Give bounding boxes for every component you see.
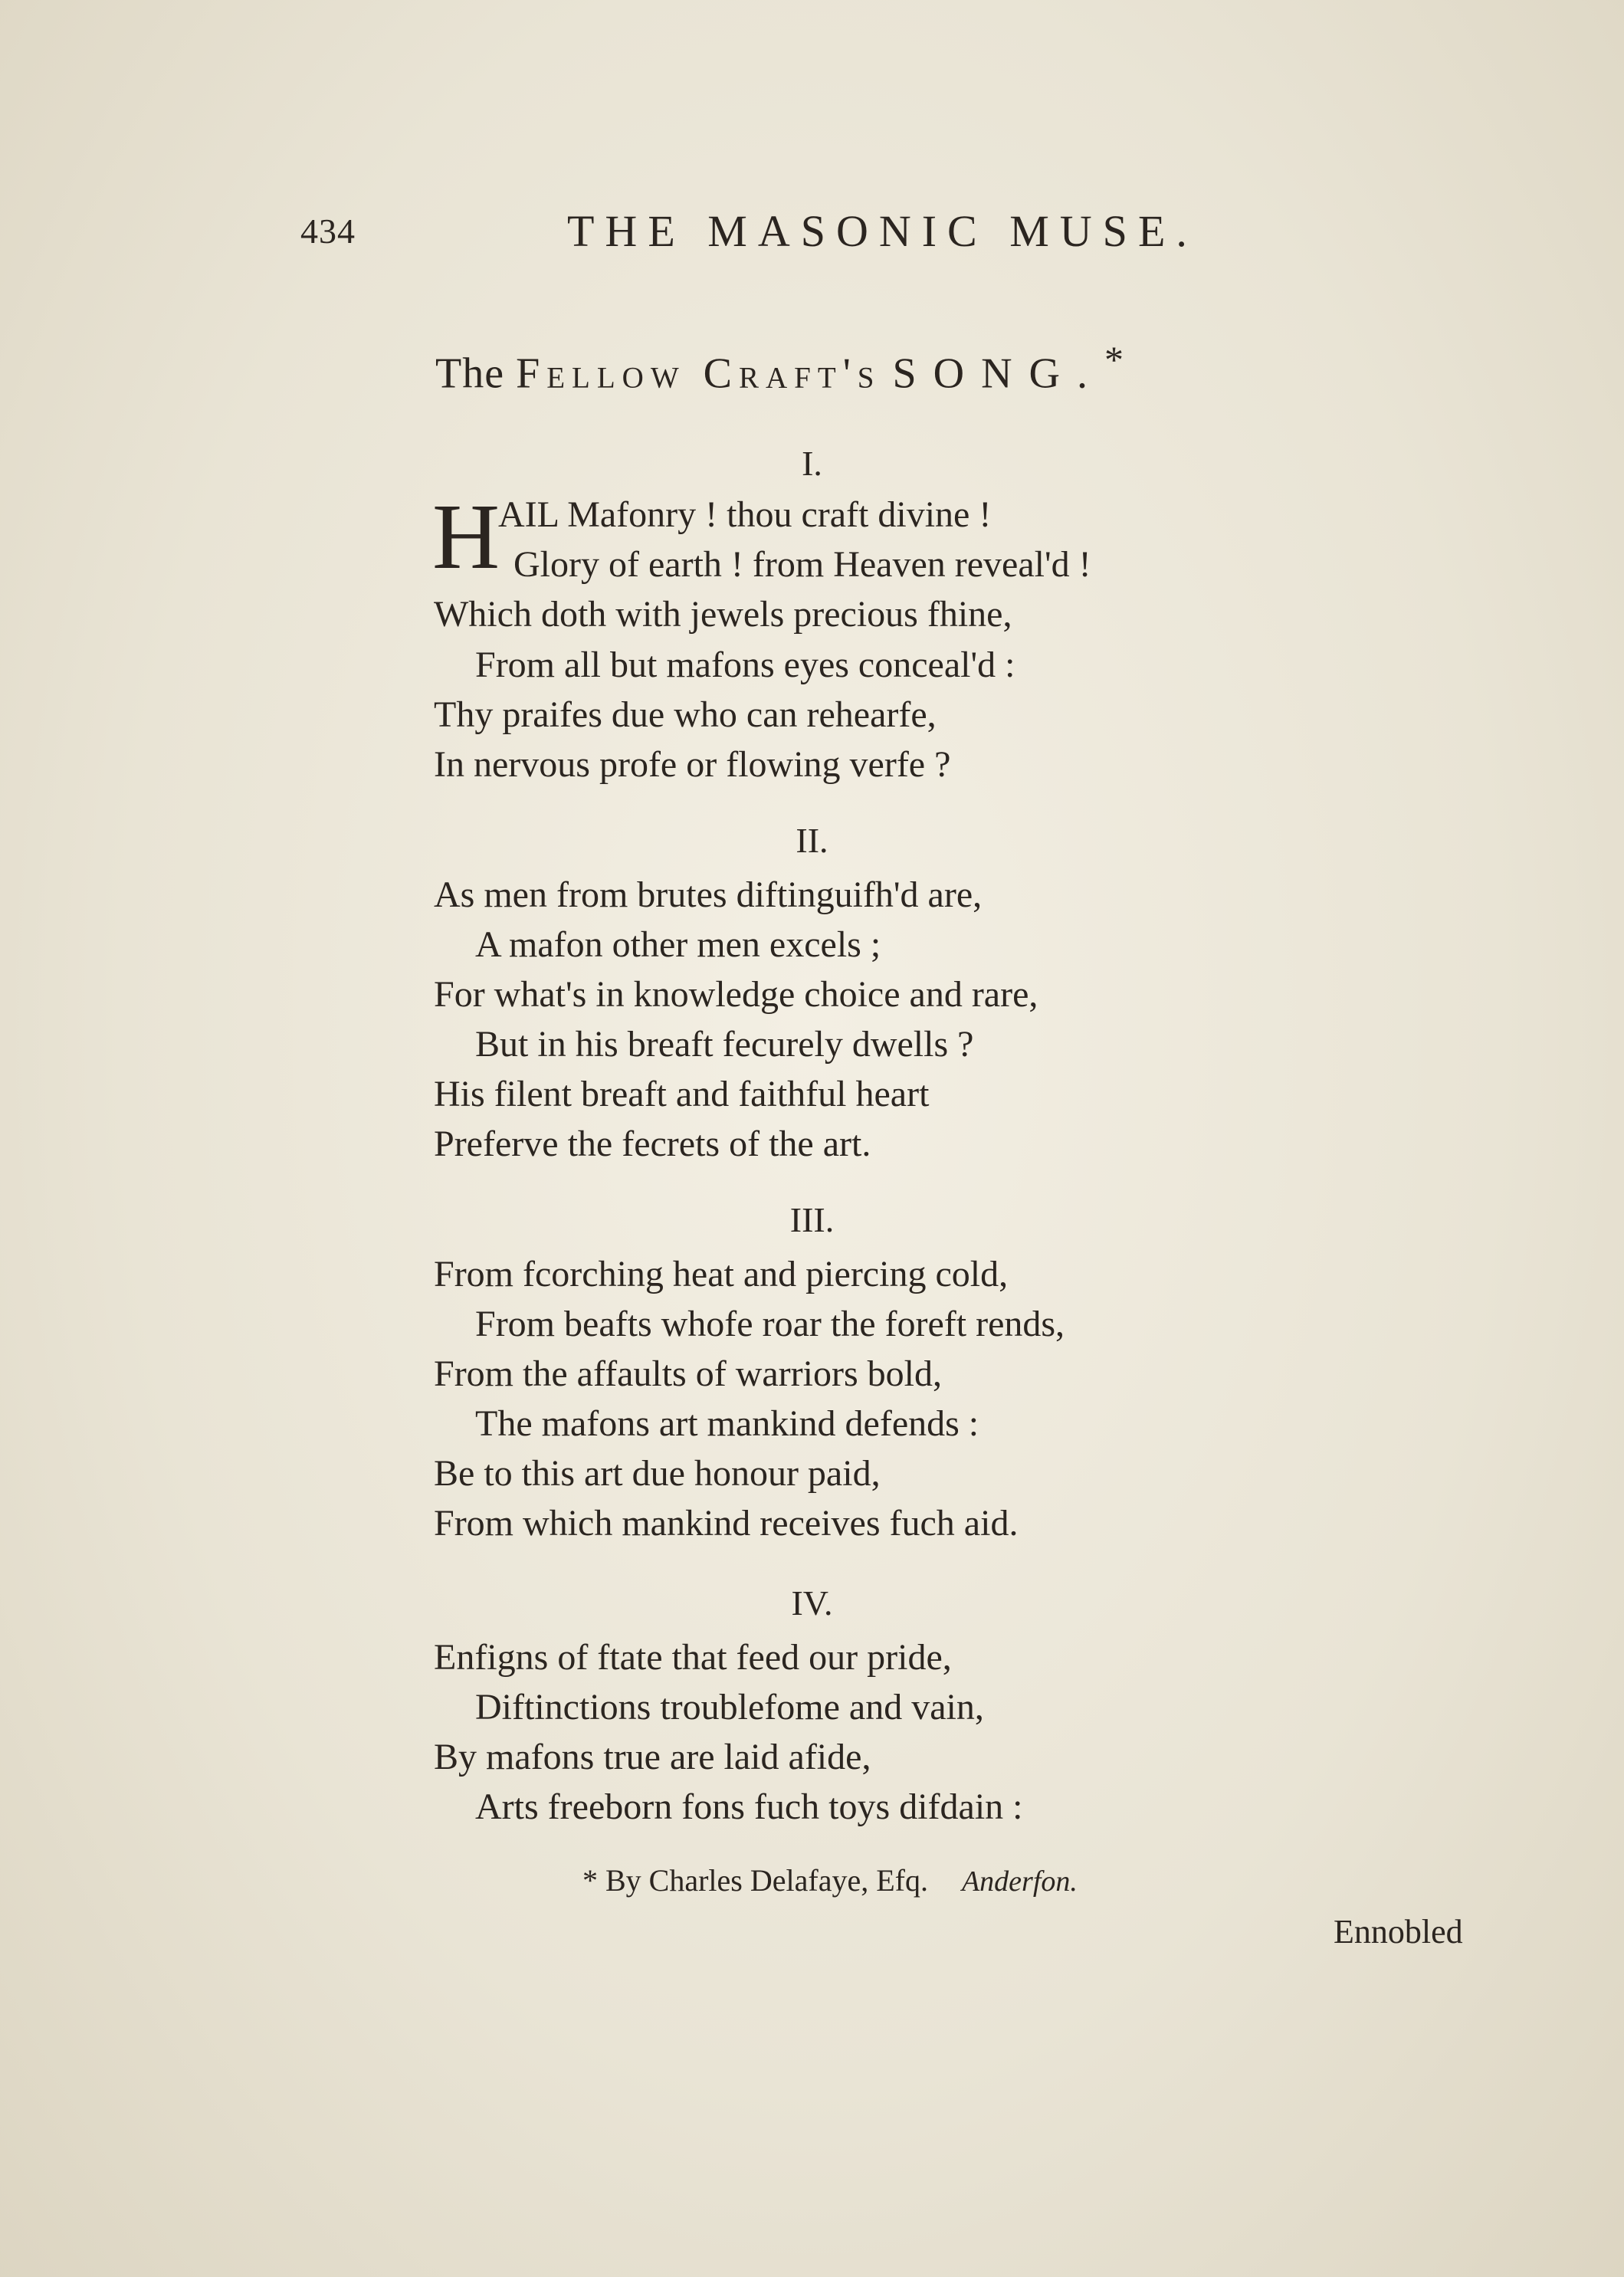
running-title: THE MASONIC MUSE. — [567, 206, 1198, 256]
verse-line: Diftinctions troublefome and vain, — [475, 1687, 984, 1727]
page-number: 434 — [300, 212, 356, 251]
verse-line: By mafons true are laid afide, — [434, 1737, 871, 1777]
verse-line: In nervous profe or flowing verfe ? — [434, 744, 951, 785]
title-footnote-marker: * — [1104, 338, 1124, 381]
footnote — [582, 1862, 1078, 1898]
verse-line: From which mankind receives fuch aid. — [434, 1503, 1019, 1544]
verse-line: As men from brutes diftinguifh'd are, — [434, 874, 983, 915]
footnote-source: Anderfon. — [961, 1865, 1078, 1898]
verse-line: Preferve the fecrets of the art. — [434, 1124, 871, 1164]
footnote-marker: * — [582, 1863, 598, 1898]
verse-line: But in his breaft fecurely dwells ? — [475, 1024, 974, 1065]
verse-line: From fcorching heat and piercing cold, — [434, 1254, 1009, 1294]
verse-line: Enfigns of ftate that feed our pride, — [434, 1637, 952, 1678]
song-title — [435, 337, 1124, 399]
verse-line: Arts freeborn fons fuch toys difdain : — [475, 1786, 1023, 1827]
verse-line: Thy praifes due who can rehearfe, — [434, 694, 937, 735]
verse-line: Which doth with jewels precious fhine, — [434, 594, 1012, 635]
stanza-numeral: IV. — [791, 1583, 833, 1622]
verse-line: AIL Mafonry ! thou craft divine ! — [498, 494, 992, 535]
verse-line: From the affaults of warriors bold, — [434, 1353, 942, 1394]
verse-line: His filent breaft and faithful heart — [434, 1074, 930, 1114]
title-song: SONG. — [892, 349, 1104, 398]
verse-line: Be to this art due honour paid, — [434, 1453, 881, 1494]
verse-line: From beafts whofe roar the foreft rends, — [475, 1304, 1065, 1344]
title-small-caps: Fellow Craft's — [516, 349, 881, 398]
drop-cap: H — [432, 485, 500, 589]
verse-line: Glory of earth ! from Heaven reveal'd ! — [513, 544, 1091, 585]
catchword: Ennobled — [1334, 1913, 1463, 1951]
verse-line: For what's in knowledge choice and rare, — [434, 974, 1038, 1015]
verse-line: From all but mafons eyes conceal'd : — [475, 645, 1015, 685]
stanza-numeral: III. — [789, 1200, 835, 1239]
stanza-numeral: I. — [802, 444, 822, 483]
stanza-numeral: II. — [796, 821, 828, 860]
verse-line: The mafons art mankind defends : — [475, 1403, 979, 1444]
title-pre: The — [435, 349, 505, 398]
footnote-text: By Charles Delafaye, Efq. — [605, 1863, 928, 1898]
verse-line: A mafon other men excels ; — [475, 924, 881, 965]
